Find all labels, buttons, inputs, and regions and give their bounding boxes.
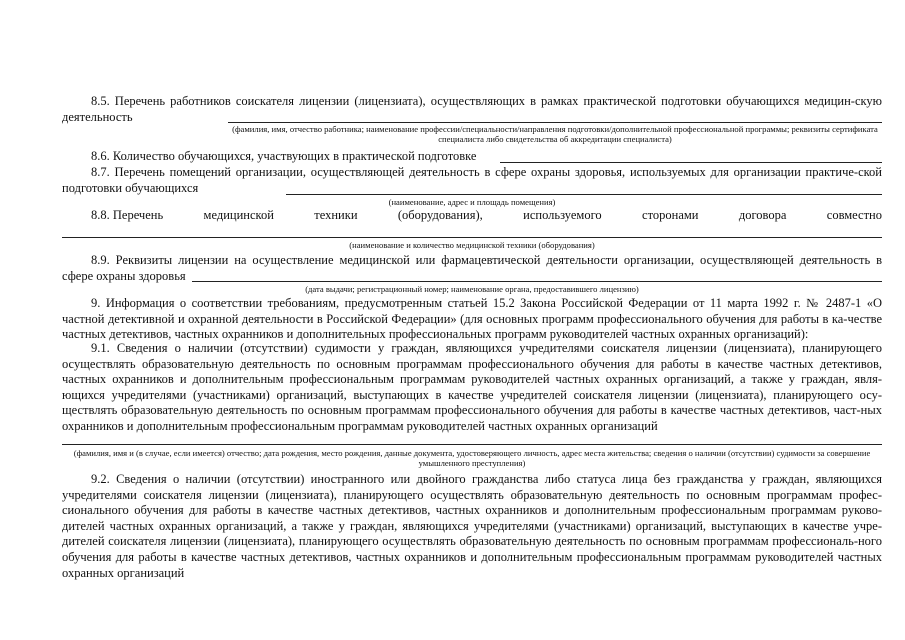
paragraph-9-2 [62,472,882,581]
caption-9-1: (фамилия, имя и (в случае, если имеется) отчество; дата рождения, место рождения, данные документа, удостоверяющего личность, адрес места жительства; сведения о наличии (отсутствии) судимости за совершение умышленного преступления) [73,448,871,468]
paragraph-9-text: 9. Информация о соответствии требованиям, предусмотренным статьей 15.2 Закона Российской Федерации от 11 марта 1992 г. № 2487-1 «О частной детективной и охранной деятельности в Российской Федерации» (для основных программ профессионального обучения для работы в ка-честве частных детективов, частных охранников и дополнительных профессиональных программ руководителей частных охранных организаций): [62,296,882,342]
p88-word-8: совместно [826,208,882,222]
paragraph-8-7 [62,165,882,196]
caption-8-8: (наименование и количество медицинской техники (оборудования) [349,240,595,250]
paragraph-8-5 [62,94,882,125]
paragraph-8-7-text: 8.7. Перечень помещений организации, осуществляющей деятельность в сфере охраны здоровья, используемых для организации практиче-ской подготовки обучающихся [62,165,882,195]
fill-line-8-5[interactable] [228,122,882,123]
paragraph-8-9-text: 8.9. Реквизиты лицензии на осуществление медицинской или фармацевтической деятельности организации, осуществляющей деятельность в сфере охраны здоровья [62,253,882,283]
caption-8-7: (наименование, адрес и площадь помещения) [388,197,556,207]
fill-line-8-6[interactable] [500,162,882,163]
paragraph-8-5-text: 8.5. Перечень работников соискателя лицензии (лицензиата), осуществляющих в рамках практической подготовки обучающихся медицин-скую деятельность [62,94,882,124]
paragraph-9-1-text: 9.1. Сведения о наличии (отсутствии) судимости у граждан, являющихся учредителями соискателя лицензии (лицензиата), планирующего осуществлять образовательную деятельность по основным программам профессионального обучения для работы в качестве частных детективов, частных охранников и дополнительным профессиональным программам руководителей частных охранных организаций, а также у граждан, явля-ющихся учредителями (участниками) организаций, выступающих в качестве учредителей соискателя лицензии (лицензиата), планирующего осу-ществлять образовательную деятельность по основным программам профессионального обучения для работы в качестве частных детективов, част-ных охранников и дополнительным профессиональным программам руководителей частных охранных организаций [62,341,882,433]
paragraph-9 [62,296,882,343]
fill-line-9-1[interactable] [62,444,882,445]
fill-line-8-9[interactable] [192,281,882,282]
paragraph-9-1 [62,341,882,435]
fill-line-8-7[interactable] [286,194,882,195]
p88-word-1: 8.8. Перечень [91,208,164,222]
paragraph-8-9 [62,253,882,284]
p88-word-7: договора [738,208,787,222]
p88-word-3: техники [314,208,358,222]
paragraph-9-2-text: 9.2. Сведения о наличии (отсутствии) иностранного или двойного гражданства либо статуса лица без гражданства у граждан, являющихся учредителями соискателя лицензии (лицензиата), планирующего осуществлять образовательную деятельность по основным программам профес-сионального обучения для работы в качестве частных детективов, частных охранников и дополнительным профессиональным программам руково-дителей частных охранных организаций, а также у граждан, являющихся учредителями (участниками) организаций, выступающих в качестве учре-дителей соискателя лицензии (лицензиата), планирующего осуществлять образовательную деятельность по основным программам профессиональ-ного обучения для работы в качестве частных детективов, частных охранников и дополнительным профессиональным программам руководителей частных охранных организаций [62,472,882,580]
p88-word-6: сторонами [642,208,699,222]
p88-word-5: используемого [523,208,602,222]
p88-word-4: (оборудования), [397,208,483,222]
caption-8-5: (фамилия, имя, отчество работника; наименование профессии/специальности/направления подготовки/дополнительной профессиональной программы; реквизиты сертификата специалиста либо свидетельства об аккредитации специалиста) [232,124,878,144]
p88-word-2: медицинской [203,208,274,222]
caption-8-9: (дата выдачи; регистрационный номер; наименование органа, предоставившего лицензию) [305,284,639,294]
paragraph-8-6-text: 8.6. Количество обучающихся, участвующих в практической подготовке [91,149,477,163]
paragraph-8-8 [62,208,882,224]
fill-line-8-8[interactable] [62,237,882,238]
